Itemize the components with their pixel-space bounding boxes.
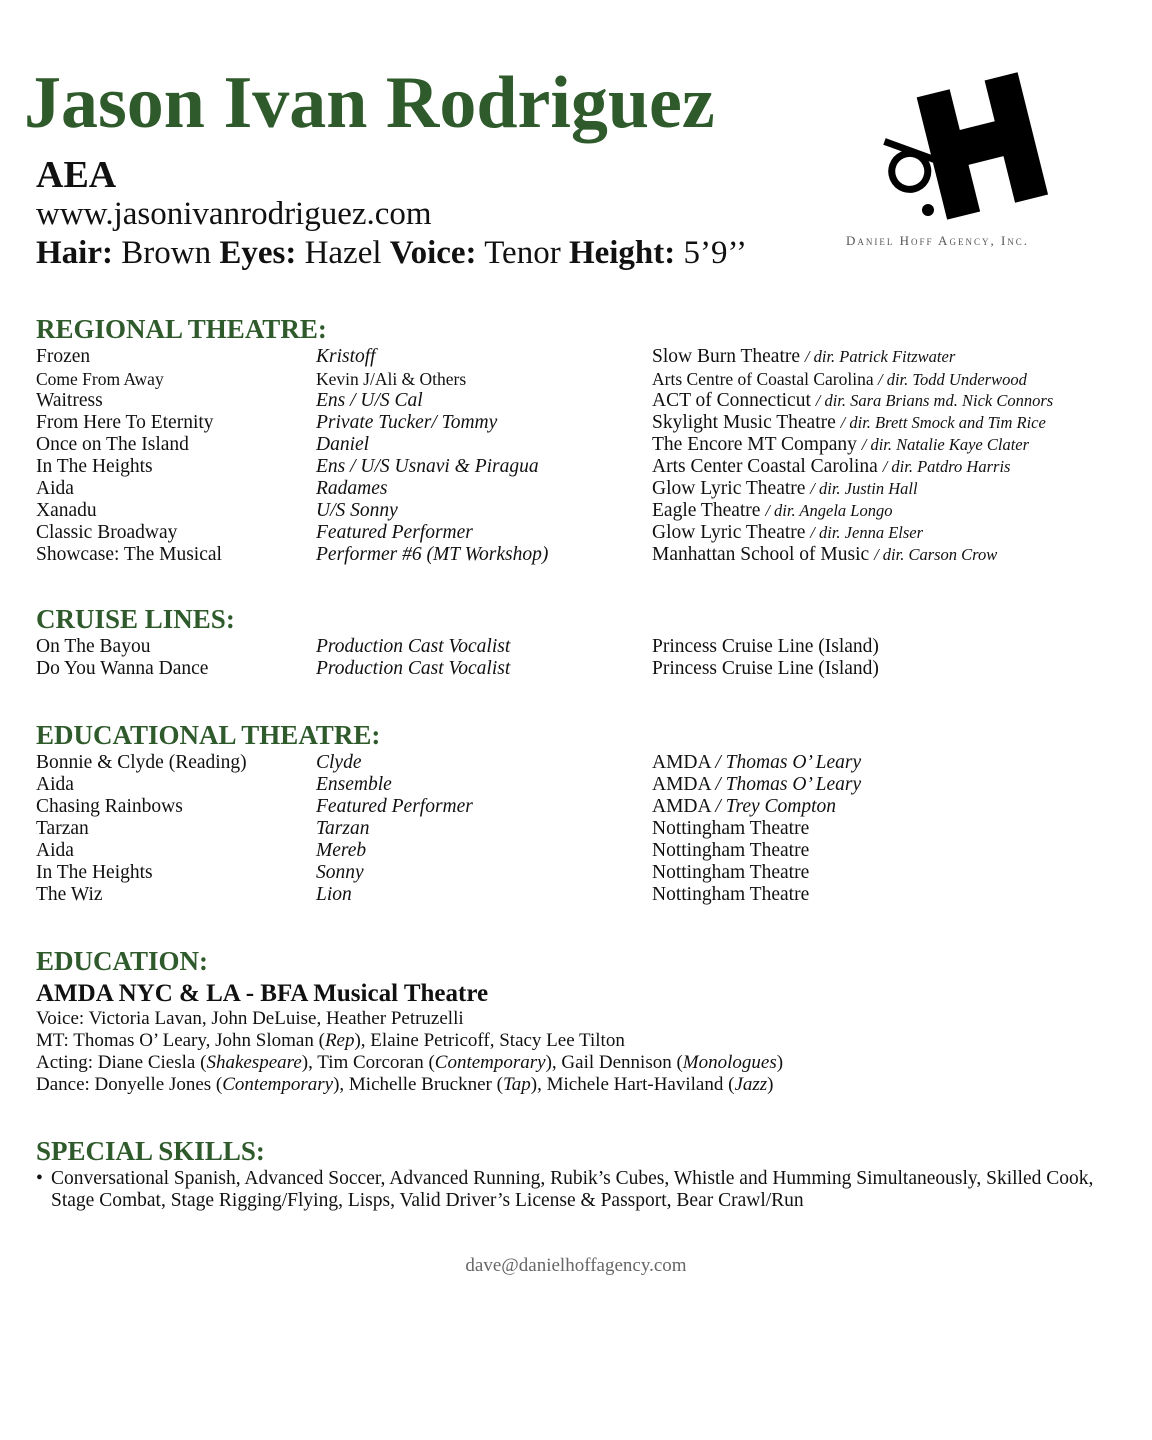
section-title-cruise: CRUISE LINES:	[36, 604, 235, 634]
agency-contact-email[interactable]: dave@danielhoffagency.com	[465, 1255, 687, 1276]
venue-name: Nottingham Theatre	[652, 840, 810, 861]
text: Acting: Diane Ciesla (	[36, 1052, 207, 1073]
show-title: Come From Away	[36, 369, 164, 389]
text: Jazz	[734, 1074, 768, 1095]
role: Daniel	[316, 434, 370, 455]
role: Ens / U/S Cal	[316, 390, 423, 411]
role: U/S Sonny	[316, 500, 398, 521]
text: Shakespeare	[206, 1052, 302, 1073]
hair-value: Brown	[121, 235, 212, 271]
venue	[652, 368, 1027, 391]
credit-row	[36, 346, 1126, 368]
role: Radames	[316, 478, 388, 499]
show-title: Once on The Island	[36, 434, 189, 455]
venue-name: Nottingham Theatre	[652, 884, 810, 905]
venue-name: Nottingham Theatre	[652, 818, 810, 839]
venue	[652, 412, 1046, 434]
credit-row	[36, 752, 1126, 774]
eyes-value: Hazel	[304, 235, 382, 271]
credit-row	[36, 840, 1126, 862]
director: / dir. Patdro Harris	[882, 457, 1011, 476]
director: / Thomas O’ Leary	[715, 774, 862, 795]
credit-row	[36, 478, 1126, 500]
venue	[652, 478, 918, 500]
training-list	[36, 1008, 783, 1096]
venue-name: Glow Lyric Theatre	[652, 522, 806, 543]
role: Kristoff	[316, 346, 376, 367]
venue	[652, 544, 997, 566]
director: / dir. Natalie Kaye Clater	[861, 435, 1030, 454]
physical-stats	[36, 237, 747, 270]
cruise-credits	[36, 636, 1126, 680]
union-affiliation: AEA	[36, 154, 117, 196]
text: )	[767, 1074, 774, 1095]
acting-teachers	[36, 1052, 783, 1074]
venue-name: AMDA	[652, 796, 711, 817]
director: / Thomas O’ Leary	[715, 752, 862, 773]
eyes-label: Eyes:	[219, 235, 297, 271]
credit-row	[36, 390, 1126, 412]
show-title: On The Bayou	[36, 636, 151, 657]
regional-credits	[36, 346, 1126, 566]
director: / dir. Carson Crow	[874, 545, 998, 564]
skills-text: Conversational Spanish, Advanced Soccer, Advanced Running, Rubik’s Cubes, Whistle and Humming Simultaneously, Skilled Cook, Stage Combat, Stage Rigging/Flying, Lisps, Valid Driver’s License & Passport, Bear Crawl/Run	[51, 1168, 1094, 1211]
text: Contemporary	[222, 1074, 334, 1095]
venue	[652, 796, 836, 818]
credit-row	[36, 522, 1126, 544]
show-title: Do You Wanna Dance	[36, 658, 209, 679]
director: / dir. Angela Longo	[765, 501, 893, 520]
text: ), Tim Corcoran (	[301, 1052, 435, 1073]
text: )	[776, 1052, 784, 1073]
skills-list	[36, 1168, 1116, 1212]
mt-teachers	[36, 1030, 783, 1052]
venue-name: Arts Centre of Coastal Carolina	[652, 369, 874, 389]
credit-row	[36, 412, 1126, 434]
voice-label: Voice:	[389, 235, 477, 271]
director: / dir. Jenna Elser	[810, 523, 924, 542]
section-title-education: EDUCATION:	[36, 946, 209, 976]
role: Ensemble	[316, 774, 392, 795]
show-title: Showcase: The Musical	[36, 544, 222, 565]
venue-name: Arts Center Coastal Carolina	[652, 456, 878, 477]
show-title: Aida	[36, 840, 74, 861]
show-title: Tarzan	[36, 818, 89, 839]
role: Lion	[316, 884, 352, 905]
credit-row	[36, 884, 1126, 906]
website: www.jasonivanrodriguez.com	[36, 196, 432, 232]
show-title: Aida	[36, 774, 74, 795]
credit-row	[36, 636, 1126, 658]
show-title: In The Heights	[36, 862, 153, 883]
role: Mereb	[316, 840, 367, 861]
director: / Trey Compton	[715, 796, 837, 817]
show-title: Aida	[36, 478, 74, 499]
credit-row	[36, 456, 1126, 478]
credit-row	[36, 544, 1126, 566]
venue	[652, 752, 861, 774]
height-label: Height:	[568, 235, 676, 271]
credit-row	[36, 862, 1126, 884]
text: Monologues	[682, 1052, 777, 1073]
show-title: Xanadu	[36, 500, 97, 521]
role: Production Cast Vocalist	[316, 658, 511, 679]
director: / dir. Patrick Fitzwater	[804, 347, 956, 366]
venue-name: Princess Cruise Line (Island)	[652, 636, 879, 657]
agency-logo	[878, 70, 1054, 220]
height-value: 5’9’’	[683, 235, 748, 271]
degree: AMDA NYC & LA - BFA Musical Theatre	[36, 980, 489, 1007]
role: Private Tucker/ Tommy	[316, 412, 498, 433]
text: ), Michelle Bruckner (	[333, 1074, 503, 1095]
text: ), Michele Hart-Haviland (	[530, 1074, 735, 1095]
credit-row	[36, 368, 1126, 390]
role: Production Cast Vocalist	[316, 636, 511, 657]
actor-name: Jason Ivan Rodriguez	[24, 62, 715, 144]
venue-name: Eagle Theatre	[652, 500, 761, 521]
show-title: Frozen	[36, 346, 91, 367]
venue	[652, 434, 1029, 456]
venue	[652, 456, 1010, 478]
role: Kevin J/Ali & Others	[316, 369, 467, 389]
venue	[652, 390, 1053, 412]
venue-name: Slow Burn Theatre	[652, 346, 801, 367]
role: Clyde	[316, 752, 362, 773]
section-title-educational: EDUCATIONAL THEATRE:	[36, 720, 381, 750]
role: Ens / U/S Usnavi & Piragua	[316, 456, 539, 477]
role: Tarzan	[316, 818, 370, 839]
show-title: Chasing Rainbows	[36, 796, 183, 817]
role: Featured Performer	[316, 796, 473, 817]
venue-name: Nottingham Theatre	[652, 862, 810, 883]
venue	[652, 346, 955, 368]
venue-name: The Encore MT Company	[652, 434, 857, 455]
show-title: From Here To Eternity	[36, 412, 214, 433]
credit-row	[36, 658, 1126, 680]
role: Performer #6 (MT Workshop)	[316, 544, 549, 565]
venue	[652, 500, 892, 522]
show-title: Classic Broadway	[36, 522, 178, 543]
text: ), Elaine Petricoff, Stacy Lee Tilton	[354, 1030, 625, 1051]
venue-name: ACT of Connecticut	[652, 390, 811, 411]
text: Dance: Donyelle Jones (	[36, 1074, 223, 1095]
show-title: The Wiz	[36, 884, 103, 905]
venue-name: Glow Lyric Theatre	[652, 478, 806, 499]
hair-label: Hair:	[36, 235, 113, 271]
venue-name: Princess Cruise Line (Island)	[652, 658, 879, 679]
venue-name: Skylight Music Theatre	[652, 412, 836, 433]
text: ), Gail Dennison (	[545, 1052, 683, 1073]
voice-value: Tenor	[484, 235, 561, 271]
venue-name: AMDA	[652, 774, 711, 795]
role: Featured Performer	[316, 522, 473, 543]
director: / dir. Sara Brians md. Nick Connors	[815, 391, 1054, 410]
section-title-regional: REGIONAL THEATRE:	[36, 314, 327, 344]
section-title-skills: SPECIAL SKILLS:	[36, 1136, 265, 1166]
credit-row	[36, 796, 1126, 818]
credit-row	[36, 774, 1126, 796]
text: Contemporary	[434, 1052, 546, 1073]
credit-row	[36, 434, 1126, 456]
credit-row	[36, 500, 1126, 522]
director: / dir. Justin Hall	[810, 479, 918, 498]
show-title: Bonnie & Clyde (Reading)	[36, 752, 247, 773]
dance-teachers	[36, 1074, 783, 1096]
venue-name: Manhattan School of Music	[652, 544, 870, 565]
director: / dir. Todd Underwood	[878, 370, 1027, 389]
venue	[652, 522, 923, 544]
text: MT: Thomas O’ Leary, John Sloman (	[36, 1030, 325, 1051]
credit-row	[36, 818, 1126, 840]
venue-name: AMDA	[652, 752, 711, 773]
bullet: •	[36, 1168, 43, 1189]
agency-name: Daniel Hoff Agency, Inc.	[846, 233, 1030, 248]
voice-teachers: Voice: Victoria Lavan, John DeLuise, Heather Petruzelli	[36, 1008, 464, 1029]
text: Rep	[324, 1030, 355, 1051]
educational-credits	[36, 752, 1126, 906]
show-title: In The Heights	[36, 456, 153, 477]
text: Tap	[502, 1074, 531, 1095]
director: / dir. Brett Smock and Tim Rice	[840, 413, 1046, 432]
role: Sonny	[316, 862, 364, 883]
venue	[652, 774, 861, 796]
show-title: Waitress	[36, 390, 103, 411]
